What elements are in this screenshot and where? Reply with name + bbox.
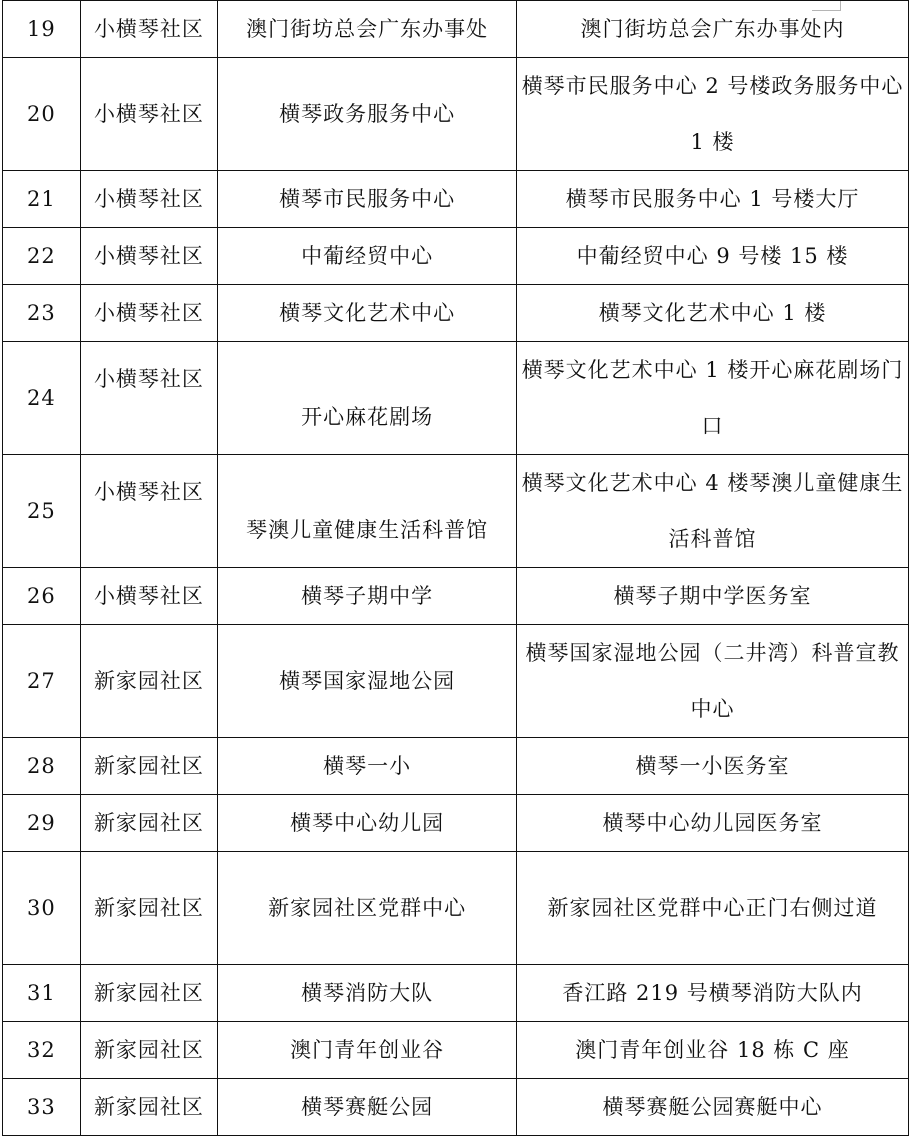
site-cell: 横琴中心幼儿园	[218, 795, 517, 852]
location-text: 横琴文化艺术中心 1 楼开心麻花剧场门口	[521, 358, 904, 438]
community-cell: 小横琴社区	[80, 228, 217, 285]
site-cell: 开心麻花剧场	[218, 342, 517, 455]
location-text: 横琴市民服务中心 2 号楼政务服务中心 1 楼	[521, 74, 904, 154]
location-cell	[517, 342, 909, 455]
row-number: 27	[3, 625, 81, 738]
table-row	[3, 1, 909, 58]
table-row	[3, 965, 909, 1022]
site-cell: 横琴子期中学	[218, 568, 517, 625]
community-cell: 小横琴社区	[80, 58, 217, 171]
table-row	[3, 625, 909, 738]
community-cell: 新家园社区	[80, 1079, 217, 1136]
community-cell: 小横琴社区	[80, 171, 217, 228]
site-cell: 琴澳儿童健康生活科普馆	[218, 455, 517, 568]
table-row	[3, 228, 909, 285]
location-cell: 横琴文化艺术中心 1 楼	[517, 285, 909, 342]
site-cell: 横琴国家湿地公园	[218, 625, 517, 738]
table-row	[3, 738, 909, 795]
location-cell: 澳门街坊总会广东办事处内	[517, 1, 909, 58]
site-cell: 横琴文化艺术中心	[218, 285, 517, 342]
sites-table	[2, 0, 909, 1136]
location-cell: 横琴一小医务室	[517, 738, 909, 795]
community-cell: 小横琴社区	[80, 342, 217, 455]
community-cell: 小横琴社区	[80, 455, 217, 568]
location-cell: 澳门青年创业谷 18 栋 C 座	[517, 1022, 909, 1079]
site-cell: 澳门青年创业谷	[218, 1022, 517, 1079]
location-cell	[517, 58, 909, 171]
row-number: 26	[3, 568, 81, 625]
row-number: 29	[3, 795, 81, 852]
row-number: 22	[3, 228, 81, 285]
table-row	[3, 1022, 909, 1079]
table-row	[3, 1079, 909, 1136]
location-cell: 横琴中心幼儿园医务室	[517, 795, 909, 852]
site-cell: 横琴政务服务中心	[218, 58, 517, 171]
row-number: 24	[3, 342, 81, 455]
location-cell	[517, 852, 909, 965]
community-cell: 新家园社区	[80, 965, 217, 1022]
row-number: 32	[3, 1022, 81, 1079]
community-cell: 小横琴社区	[80, 568, 217, 625]
site-cell: 横琴消防大队	[218, 965, 517, 1022]
location-text: 横琴国家湿地公园（二井湾）科普宣教中心	[525, 641, 900, 721]
community-cell: 新家园社区	[80, 1022, 217, 1079]
site-cell: 横琴赛艇公园	[218, 1079, 517, 1136]
row-number: 30	[3, 852, 81, 965]
row-number: 28	[3, 738, 81, 795]
community-cell: 小横琴社区	[80, 1, 217, 58]
table-row	[3, 795, 909, 852]
row-number: 21	[3, 171, 81, 228]
site-cell: 中葡经贸中心	[218, 228, 517, 285]
row-number: 31	[3, 965, 81, 1022]
site-cell: 新家园社区党群中心	[218, 852, 517, 965]
row-number: 33	[3, 1079, 81, 1136]
location-text: 新家园社区党群中心正门右侧过道	[547, 896, 878, 920]
table-row	[3, 171, 909, 228]
community-cell: 新家园社区	[80, 738, 217, 795]
location-cell: 横琴市民服务中心 1 号楼大厅	[517, 171, 909, 228]
community-cell: 新家园社区	[80, 795, 217, 852]
community-cell: 新家园社区	[80, 852, 217, 965]
row-number: 20	[3, 58, 81, 171]
row-number: 25	[3, 455, 81, 568]
community-cell: 小横琴社区	[80, 285, 217, 342]
location-cell: 横琴子期中学医务室	[517, 568, 909, 625]
location-text: 横琴文化艺术中心 4 楼琴澳儿童健康生活科普馆	[521, 471, 904, 551]
row-number: 19	[3, 1, 81, 58]
table-row	[3, 285, 909, 342]
location-cell	[517, 455, 909, 568]
site-cell: 横琴市民服务中心	[218, 171, 517, 228]
location-cell: 中葡经贸中心 9 号楼 15 楼	[517, 228, 909, 285]
location-cell	[517, 625, 909, 738]
table-row	[3, 852, 909, 965]
row-number: 23	[3, 285, 81, 342]
site-cell: 横琴一小	[218, 738, 517, 795]
table-row	[3, 58, 909, 171]
table-row	[3, 568, 909, 625]
table-row	[3, 455, 909, 568]
table-row	[3, 342, 909, 455]
site-cell: 澳门街坊总会广东办事处	[218, 1, 517, 58]
location-cell: 香江路 219 号横琴消防大队内	[517, 965, 909, 1022]
location-cell: 横琴赛艇公园赛艇中心	[517, 1079, 909, 1136]
community-cell: 新家园社区	[80, 625, 217, 738]
